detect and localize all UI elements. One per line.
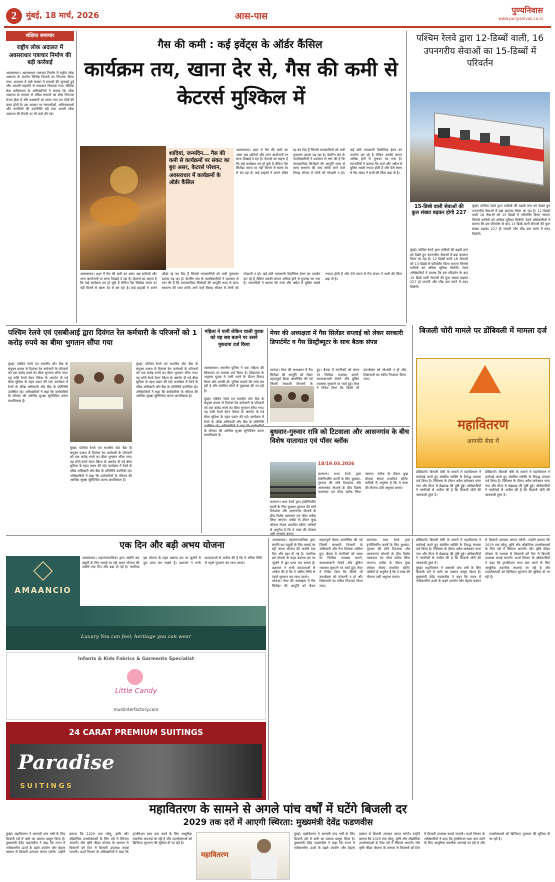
railway-body-right: मुंबई। पश्चिम रेलवे द्वारा यात्रियों की बढ़ती मांग को देखते हुए उपनगरीय सेवाओं में बड़ा बदलाव किया जा रहा है। 12 डिब्बों वाली 16 सेवाओं को 15 डिब्बों में परिवर्तित किया जाएगा जिससे यात्रियों को अधिक सुविधा मिलेगी। रेलवे अधिकारियों ने बताया कि इस परिवर्तन के बाद 15 डिब्बे वाली सेवाओं की कुल संख्या बढ़कर 227 हो जाएगी और भीड़ कम करने में मदद मिलेगी।	[472, 204, 550, 236]
side-story-headline: बिजली चोरी मामले पर डोंबिवली में मामला दर्ज	[419, 326, 547, 335]
story6-side-body: अवसराधार। महानगरपालिका द्वारा संपत्ति कर वसूली के लिए चलाई जा रही अभय योजना की अवधि एक दिन और बढ़ा दी गई है। नागरिक इस योजना के तहत बकाया कर पर जुर्माने में छूट प्राप्त कर सकते हैं। प्रशासन ने सभी करदाताओं से अपील की है कि वे अंतिम तिथि से पहले भुगतान कर लाभ उठाएं। भायंदर। मेयर की अध्यक्षता में गैस सिलेंडर की आपूर्ति को लेकर महत्वपूर्ण बैठक आयोजित की गई जिसमें सरकारी विभागों के अधिकारी और गैस वितरक शामिल हुए। बैठक में नागरिकों को समय पर सिलेंडर उपलब्ध कराने, कालाबाजारी रोकने और बुकिंग व्यवस्था सुधारने पर चर्चा हुई। मेयर ने निर्देश दिया कि किसी भी उपभोक्ता को परेशानी न हो और शिकायतों का त्वरित निपटारा किया जाए। कल्याण। मध्य रेलवे द्वारा इंजीनियरिंग कार्यों के लिए बुधवार-गुरुवार की रात्रि टिटवाला और आसनगांव स्टेशनों के बीच विशेष यातायात एवं पॉवर ब्लॉक लिया जाएगा। ब्लॉक के दौरान कुछ लोकल सेवाएं प्रभावित रहेंगी। यात्रियों से अनुरोध है कि वे यात्रा की योजना उसी अनुसार बनाएं।	[272, 538, 410, 588]
railway-sub: 15-डिब्बे वाली सेवाओं की कुल संख्या बढ़कर होगी 227	[411, 204, 467, 217]
story3-body: अवसराधार। स्थानीय पुलिस ने एक महिला की शिकायत पर मामला दर्ज किया है। शिकायत के अनुसार युवक ने पानी भरने के दौरान विवाद किया और धमकी दी। पुलिस मामले की जांच कर रही है और संबंधित लोगों से पूछताछ की जा रही है। मुंबई। पश्चिम रेलवे एवं भारतीय स्टेट बैंक के संयुक्त प्रयास से दिवंगत रेल कर्मचारी के परिजनों को एक करोड़ रुपये का बीमा भुगतान सौंपा गया। यह राशि रेलवे वेतन पैकेज के अंतर्गत दी गई बीमा सुविधा के तहत प्रदान की गई। कार्यक्रम में रेलवे के वरिष्ठ अधिकारी और बैंक के प्रतिनिधि के परिवार की आर्थिक सुरक्षा सुनिश्चित करना प्राथमिकता है।	[204, 366, 264, 438]
section-divider	[204, 426, 410, 427]
bottom-photo	[196, 832, 290, 880]
left-headline: राष्ट्रीय लोक अदालत में अवसराधार पत्राचार निर्माण की बड़ी कार्रवाई	[8, 45, 72, 66]
top-story-side-heading: शादियां, जन्मदिन... गैस की कमी से कार्यक्रमों पर संकट का बुरा असर, केटरर्स परेशान, अवसराधार में कार्यक्रमों के ऑर्डर कैंसिल	[166, 148, 234, 268]
story6-headline: एक दिन और बड़ी अभय योजना	[119, 541, 225, 551]
top-story-body: अवसराधार। शहर में गैस की कमी का असर अब शादियों और अन्य आयोजनों पर साफ दिखाई दे रहा है। केटरर्स का कहना है कि कई कार्यक्रम तय हो चुके हैं लेकिन गैस सिलेंडर समय पर नहीं मिलने से खाना देर से बन रहा है। कई ग्राहकों ने अपने ऑर्डर रद्द कर दिए हैं जिससे व्यवसायियों को भारी नुकसान उठाना पड़ रहा है। केटरिंग संघ के पदाधिकारियों ने प्रशासन से मांग की है कि व्यावसायिक सिलेंडरों की आपूर्ति जल्द से जल्द सामान्य की जाए ताकि आने वाले विवाह सीजन में लोगों को परेशानी न हो। कई छोटे व्यवसायी वैकल्पिक ईंधन का उपयोग कर रहे हैं लेकिन उसकी लागत अधिक होने से मुनाफा घट गया है। व्यापारियों ने बताया कि मार्च और अप्रैल में बुकिंग सबसे ज्यादा होती है और ऐसे समय में गैस संकट ने सभी की चिंता बढ़ा दी है।	[80, 272, 402, 290]
column-divider	[76, 31, 77, 323]
candy-line: Infants & Kids Fabrics & Garments Specialist	[77, 657, 195, 662]
paradise-sub: SUITINGS	[20, 782, 74, 790]
candy-name: Little Candy	[114, 687, 157, 695]
story4-body: भायंदर। मेयर की अध्यक्षता में गैस सिलेंडर की आपूर्ति को लेकर महत्वपूर्ण बैठक आयोजित की गई जिसमें सरकारी विभागों के हुए। बैठक में नागरिकों को समय पर सिलेंडर उपलब्ध कराने, कालाबाजारी रोकने और बुकिंग व्यवस्था सुधारने पर चर्चा हुई। मेयर ने निर्देश दिया कि किसी भी उपभोक्ता को परेशानी न हो और शिकायतों का त्वरित निपटारा किया जाए।	[270, 368, 406, 391]
paradise-name: Paradise	[18, 750, 115, 774]
amaancio-ad[interactable]	[6, 556, 80, 626]
section-divider	[6, 325, 406, 326]
section-title: आस-पास	[235, 12, 268, 22]
header-date: मुंबई, 18 मार्च, 2026	[26, 11, 100, 20]
paradise-top: 24 CARAT PREMIUM SUITINGS	[68, 728, 204, 737]
left-body: अवसराधार। अवसराधार पत्राचार निर्माण में राष्ट्रीय लोक अदालत के अंतर्गत विभिन्न विवादों का निपटारा किया गया। अदालत में बड़ी संख्या में मामलों की सुनवाई हुई और आपसी सहमति से समाधान निकाला गया। विधिक सेवा प्राधिकरण के अधिकारियों ने बताया कि लोक अदालत के माध्यम से लंबित मामलों का शीघ्र निपटारा संभव होता है और पक्षकारों का समय तथा धन दोनों की बचत होती है। इस अवसर पर न्यायाधीशों, अधिवक्ताओं और नागरिकों की उपस्थिति रही तथा अगली लोक अदालत की तैयारी पर भी चर्चा की गई।	[6, 70, 74, 116]
bottom-story-sub: 2029 तक दरों में आएगी स्थिरता: मुख्यमंत्री देवेंद्र फडणवीस	[183, 818, 373, 828]
bottom-brand: महावितरण	[201, 851, 229, 859]
story2-body-mid: मुंबई। पश्चिम रेलवे एवं भारतीय स्टेट बैंक के संयुक्त प्रयास से दिवंगत रेल कर्मचारी के परिजनों को एक करोड़ रुपये का बीमा भुगतान सौंपा गया। यह राशि रेलवे वेतन पैकेज के अंतर्गत दी गई बीमा सुविधा के तहत प्रदान की गई। कार्यक्रम में रेलवे के वरिष्ठ अधिकारी और बैंक के प्रतिनिधि उपस्थित रहे। अधिकारियों ने कहा कि कर्मचारियों के परिवार की आर्थिक सुरक्षा सुनिश्चित करना प्राथमिकता है।	[70, 446, 132, 483]
amaancio-name: AMAANCIO	[14, 586, 72, 595]
left-column	[6, 31, 74, 323]
little-candy-ad[interactable]	[6, 652, 266, 720]
station-photo	[270, 462, 316, 498]
side-story-body: डोंबिवली। बिजली चोरी के मामले में महावितरण ने कार्रवाई करते हुए संबंधित व्यक्ति के विरुद्ध मामला दर्ज किया है। निरीक्षण के दौरान अवैध कनेक्शन पाया गया और मीटर से छेड़छाड़ की पुष्टि हुई। अधिकारियों ने नागरिकों से अपील की है कि बिजली चोरी की जानकारी तुरंत दें। डोंबिवली। बिजली चोरी के मामले में महावितरण ने कार्रवाई करते हुए संबंधित व्यक्ति के विरुद्ध मामला दर्ज किया है। निरीक्षण के दौरान अवैध कनेक्शन पाया गया और मीटर से छेड़छाड़ की पुष्टि हुई। अधिकारियों ने नागरिकों से अपील की है कि बिजली चोरी की जानकारी तुरंत दें।	[416, 470, 550, 497]
brand-url[interactable]: www.punyanivas.co.in	[498, 16, 543, 21]
column-divider	[412, 325, 413, 535]
story3-headline: महिला ने पानी लेकिन चाली युवक को यह सब बताने पर उसने मुकदमा दर्ज किया	[204, 330, 264, 348]
story5-body: कल्याण। मध्य रेलवे द्वारा इंजीनियरिंग कार्यों के लिए बुधवार-गुरुवार की रात्रि टिटवाला और आसनगांव स्टेशनों के बीच विशेष यातायात एवं पॉवर ब्लॉक लिया जाएगा। ब्लॉक के दौरान कुछ लोकल सेवाएं प्रभावित रहेंगी। यात्रियों से अनुरोध है कि वे यात्रा की योजना उसी अनुसार बनाएं।	[318, 472, 408, 495]
paradise-ad[interactable]	[6, 722, 266, 800]
railway-headline: पश्चिम रेलवे द्वारा 12-डिब्बों वाली, 16 उपनगरीय सेवाओं का 15-डिब्बों में परिवर्तन	[416, 34, 544, 69]
meeting-photo	[270, 386, 314, 422]
left-kicker: संक्षिप्त समाचार	[6, 31, 74, 41]
story4-headline: मेयर की अध्यक्षता में गैस सिलेंडर सप्लाई को लेकर सरकारी डिपार्टमेंट व गैस डिस्ट्रीब्यूटर के साथ बैठक संपन्न	[270, 330, 404, 346]
story2-body-left: मुंबई। पश्चिम रेलवे एवं भारतीय स्टेट बैंक के संयुक्त प्रयास से दिवंगत रेल कर्मचारी के परिजनों को एक करोड़ रुपये का बीमा भुगतान सौंपा गया। यह राशि रेलवे वेतन पैकेज के अंतर्गत दी गई बीमा सुविधा के तहत प्रदान की गई। कार्यक्रम में रेलवे के वरिष्ठ अधिकारी और बैंक के प्रतिनिधि उपस्थित रहे। अधिकारियों ने कहा कि कर्मचारियों के परिवार की आर्थिक सुरक्षा सुनिश्चित करना प्राथमिकता है।	[8, 362, 68, 403]
column-divider	[412, 538, 413, 800]
award-photo	[70, 362, 132, 442]
story2-headline: पश्चिम रेलवे एवं एसबीआई द्वारा दिवंगत रेल कर्मचारी के परिजनों को 1 करोड़ रुपये का बीमा भुगतान सौंपा गया	[8, 328, 198, 347]
top-story-body-right: अवसराधार। शहर में गैस की कमी का असर अब शादियों और अन्य आयोजनों पर साफ दिखाई दे रहा है। केटरर्स का कहना है कि कई कार्यक्रम तय हो चुके हैं लेकिन गैस सिलेंडर समय पर नहीं मिलने से खाना देर से बन रहा है। कई ग्राहकों ने अपने ऑर्डर रद्द कर दिए हैं जिससे व्यवसायियों को भारी नुकसान उठाना पड़ रहा है। केटरिंग संघ के पदाधिकारियों ने प्रशासन से मांग की है कि व्यावसायिक सिलेंडरों की आपूर्ति जल्द से जल्द सामान्य की जाए ताकि आने वाले विवाह सीजन में लोगों को परेशानी न हो। कई छोटे व्यवसायी वैकल्पिक ईंधन का उपयोग कर रहे हैं लेकिन उसकी लागत अधिक होने से मुनाफा घट गया है। व्यापारियों ने बताया कि मार्च और अप्रैल में बुकिंग सबसे ज्यादा होती है और ऐसे समय में गैस संकट ने सभी की चिंता बढ़ा दी है।	[236, 148, 402, 175]
top-story-headline: कार्यक्रम तय, खाना देर से, गैस की कमी से केटरर्स मुश्किल में	[84, 57, 398, 109]
bottom-story-body: मुंबई। महावितरण ने आगामी पांच वर्षों के लिए बिजली दरों में कमी का प्रस्ताव प्रस्तुत किया है। मुख्यमंत्री देवेंद्र फडणवीस ने कहा कि राज्य में नवीकरणीय ऊर्जा के बढ़ते उपयोग और बेहतर प्रबंधन से बिजली उत्पादन लागत घटेगी। उन्होंने बताया कि 2029 तक घरेलू, कृषि और औद्योगिक उपभोक्ताओं के लिए दरों में स्थिरता आएगी। सौर कृषि फीडर योजना के माध्यम से किसानों को दिन में बिजली उपलब्ध कराई जाएगी। ऊर्जा विभाग के अधिकारियों ने कहा कि ट्रांसमिशन घाटा कम करने के लिए आधुनिक तकनीक अपनाई जा रही है और उपभोक्ताओं को डिजिटल भुगतान की सुविधा दी जा रही है।	[6, 832, 192, 855]
column-divider	[201, 328, 202, 533]
story5-date: 18/19.03.2026	[318, 462, 355, 467]
side-story-body-lower: डोंबिवली। बिजली चोरी के मामले में महावितरण ने कार्रवाई करते हुए संबंधित व्यक्ति के विरुद्ध मामला दर्ज किया है। निरीक्षण के दौरान अवैध कनेक्शन पाया गया और मीटर से छेड़छाड़ की पुष्टि हुई। अधिकारियों ने नागरिकों से अपील की है कि बिजली चोरी की जानकारी तुरंत दें। मुंबई। महावितरण ने आगामी पांच वर्षों के लिए बिजली दरों में कमी का प्रस्ताव प्रस्तुत किया है। मुख्यमंत्री देवेंद्र फडणवीस ने कहा कि राज्य में नवीकरणीय ऊर्जा के बढ़ते उपयोग और बेहतर प्रबंधन से बिजली उत्पादन लागत घटेगी। उन्होंने बताया कि 2029 तक घरेलू, कृषि और औद्योगिक उपभोक्ताओं के लिए दरों में स्थिरता आएगी। सौर कृषि फीडर योजना के माध्यम से किसानों को दिन में बिजली उपलब्ध कराई जाएगी। ऊर्जा विभाग के अधिकारियों ने कहा कि ट्रांसमिशन घाटा कम करने के लिए आधुनिक तकनीक अपनाई जा रही है और उपभोक्ताओं को डिजिटल भुगतान की सुविधा दी जा रही है।	[416, 538, 550, 584]
story5-headline: बुधवार-गुरुवार रात्रि को टिटवाला और आसनगांव के बीच विशेष यातायात एवं पॉवर ब्लॉक	[270, 428, 410, 445]
amaancio-tagline: Luxury You can feel, heritage you can wear	[81, 634, 191, 640]
railway-body: मुंबई। पश्चिम रेलवे द्वारा यात्रियों की बढ़ती मांग को देखते हुए उपनगरीय सेवाओं में बड़ा बदलाव किया जा रहा है। 12 डिब्बों वाली 16 सेवाओं को 15 डिब्बों में परिवर्तित किया जाएगा जिससे यात्रियों को अधिक सुविधा मिलेगी। रेलवे अधिकारियों ने बताया कि इस परिवर्तन के बाद 15 डिब्बे वाली सेवाओं की कुल संख्या बढ़कर 227 हो जाएगी और भीड़ कम करने में मदद मिलेगी।	[410, 248, 468, 289]
diamond-icon	[33, 561, 53, 581]
tower-icon	[469, 365, 501, 393]
mahavitaran-brand: महावितरण	[457, 418, 509, 433]
bottom-story-headline: महावितरण के सामने से अगले पांच वर्षों में घटेंगे बिजली दर	[149, 802, 407, 816]
story2-body-right: मुंबई। पश्चिम रेलवे एवं भारतीय स्टेट बैंक के संयुक्त प्रयास से दिवंगत रेल कर्मचारी के परिजनों को एक करोड़ रुपये का बीमा भुगतान सौंपा गया। यह राशि रेलवे वेतन पैकेज के अंतर्गत दी गई बीमा सुविधा के तहत प्रदान की गई। कार्यक्रम में रेलवे के वरिष्ठ अधिकारी और बैंक के प्रतिनिधि उपस्थित रहे। अधिकारियों ने कहा कि कर्मचारियों के परिवार की आर्थिक सुरक्षा सुनिश्चित करना प्राथमिकता है।	[136, 362, 198, 399]
top-story-kicker: गैस की कमी : कई इवेंट्स के ऑर्डर कैंसिल	[157, 39, 323, 51]
kitchen-photo	[80, 146, 166, 270]
mahavitaran-ad[interactable]	[416, 358, 550, 468]
column-divider	[268, 538, 269, 800]
candy-web[interactable]: mustinterfactory.com	[113, 707, 159, 712]
masthead	[0, 0, 555, 28]
amaancio-model-photo	[80, 606, 266, 626]
header-rule	[4, 26, 551, 28]
bottom-story-body-right: मुंबई। महावितरण ने आगामी पांच वर्षों के लिए बिजली दरों में कमी का प्रस्ताव प्रस्तुत किया है। मुख्यमंत्री देवेंद्र फडणवीस ने कहा कि राज्य में नवीकरणीय ऊर्जा के बढ़ते उपयोग और बेहतर प्रबंधन से बिजली उत्पादन लागत घटेगी। उन्होंने बताया कि 2029 तक घरेलू, कृषि और औद्योगिक उपभोक्ताओं के लिए दरों में स्थिरता आएगी। सौर कृषि फीडर योजना के माध्यम से किसानों को दिन में बिजली उपलब्ध कराई जाएगी। ऊर्जा विभाग के अधिकारियों ने कहा कि ट्रांसमिशन घाटा कम करने के लिए आधुनिक तकनीक अपनाई जा रही है और उपभोक्ताओं को डिजिटल भुगतान की सुविधा दी जा रही है।	[294, 832, 550, 850]
brand-name: पुण्यनिवास	[511, 6, 543, 15]
train-photo	[410, 92, 550, 202]
column-divider	[267, 328, 268, 423]
page-number-badge: 2	[6, 8, 22, 24]
mahavitaran-tagline: आपकी सेवा में	[466, 438, 500, 445]
amaancio-banner[interactable]	[6, 626, 266, 650]
section-divider	[6, 535, 550, 536]
story5-body-2: कल्याण। मध्य रेलवे द्वारा इंजीनियरिंग कार्यों के लिए बुधवार-गुरुवार की रात्रि टिटवाला और आसनगांव स्टेशनों के बीच विशेष यातायात एवं पॉवर ब्लॉक लिया जाएगा। ब्लॉक के दौरान कुछ लोकल सेवाएं प्रभावित रहेंगी। यात्रियों से अनुरोध है कि वे यात्रा की योजना	[270, 500, 316, 532]
candy-logo-icon	[127, 669, 143, 685]
column-divider	[406, 31, 407, 323]
story6-body: अवसराधार। महानगरपालिका द्वारा संपत्ति कर वसूली के लिए चलाई जा रही अभय योजना की अवधि एक दिन और बढ़ा दी गई है। नागरिक इस योजना के तहत बकाया कर पर जुर्माने में छूट प्राप्त कर सकते हैं। प्रशासन ने सभी करदाताओं से अपील की है कि वे अंतिम तिथि से पहले भुगतान कर लाभ उठाएं।	[82, 556, 262, 570]
